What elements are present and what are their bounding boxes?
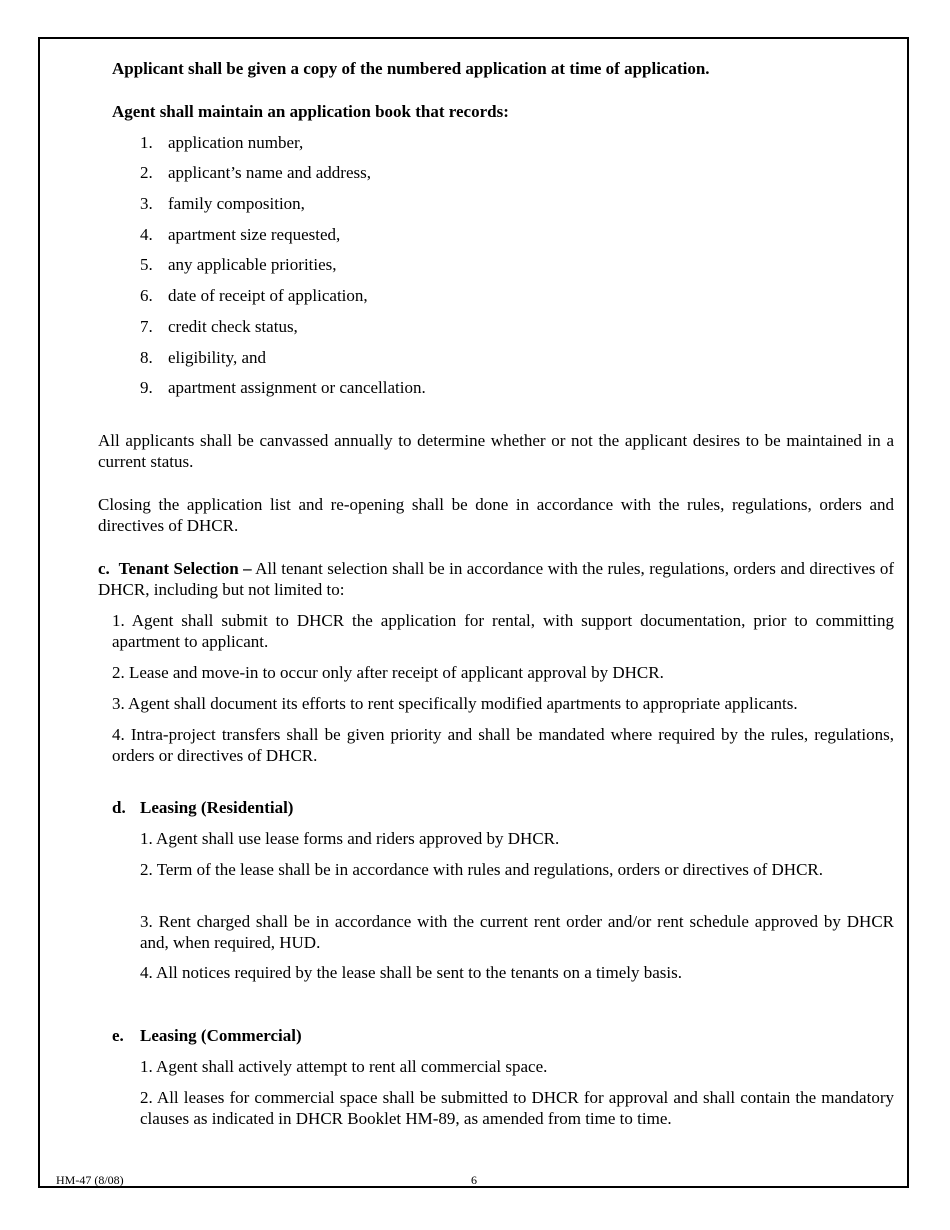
list-item: 5. any applicable priorities,: [140, 255, 337, 274]
section-c-item: 3. Agent shall document its efforts to rent specifically modified apartments to appropriate applicants.: [112, 694, 798, 713]
section-d-item: 3. Rent charged shall be in accordance with the current rent order and/or rent schedule approved by DHCR and, when required, HUD.: [140, 912, 894, 952]
section-c-title: Tenant Selection –: [118, 559, 252, 578]
list-item: 2. applicant’s name and address,: [140, 163, 371, 182]
list-item: 1. application number,: [140, 133, 304, 152]
book-heading: Agent shall maintain an application book that records:: [112, 102, 509, 121]
list-item: 3. family composition,: [140, 194, 305, 213]
list-item: 7. credit check status,: [140, 317, 298, 336]
section-d-title: Leasing (Residential): [140, 798, 294, 817]
section-e-item: 2. All leases for commercial space shall be submitted to DHCR for approval and shall contain the mandatory clauses as indicated in DHCR Booklet HM-89, as amended from time to time.: [140, 1088, 894, 1128]
section-d-item: 4. All notices required by the lease shall be sent to the tenants on a timely basis.: [140, 963, 682, 982]
list-item: 6. date of receipt of application,: [140, 286, 368, 305]
list-item: 4. apartment size requested,: [140, 225, 341, 244]
section-e-title: Leasing (Commercial): [140, 1026, 302, 1045]
section-c-item: 2. Lease and move-in to occur only after receipt of applicant approval by DHCR.: [112, 663, 664, 682]
section-e-label: e.: [112, 1026, 124, 1045]
section-c-intro: c. Tenant Selection – All tenant selection shall be in accordance with the rules, regulations, orders and directives of DHCR, including but not limited to:: [98, 559, 895, 599]
section-d-heading: [112, 797, 293, 818]
page-number: 6: [471, 1173, 477, 1187]
section-e-heading: [112, 1025, 302, 1046]
section-d-item: 1. Agent shall use lease forms and riders approved by DHCR.: [140, 829, 560, 848]
list-item: 8. eligibility, and: [140, 348, 267, 367]
form-id: HM-47 (8/08): [56, 1173, 124, 1187]
section-c-label: c.: [98, 559, 110, 578]
section-d-item: 2. Term of the lease shall be in accordance with rules and regulations, orders or directives of DHCR.: [140, 860, 824, 879]
section-c-item: 1. Agent shall submit to DHCR the application for rental, with support documentation, prior to committing apartment to applicant.: [112, 611, 894, 651]
closing-paragraph: Closing the application list and re-opening shall be done in accordance with the rules, regulations, orders and directives of DHCR.: [98, 495, 894, 535]
section-e-item: 1. Agent shall actively attempt to rent all commercial space.: [140, 1057, 548, 1076]
list-item: 9. apartment assignment or cancellation.: [140, 378, 426, 397]
section-d-label: d.: [112, 798, 126, 817]
canvass-paragraph: All applicants shall be canvassed annually to determine whether or not the applicant desires to be maintained in a current status.: [98, 431, 894, 471]
section-c-item: 4. Intra-project transfers shall be given priority and shall be mandated where required by the rules, regulations, orders or directives of DHCR.: [112, 725, 894, 765]
copy-statement: Applicant shall be given a copy of the numbered application at time of application.: [112, 59, 710, 78]
